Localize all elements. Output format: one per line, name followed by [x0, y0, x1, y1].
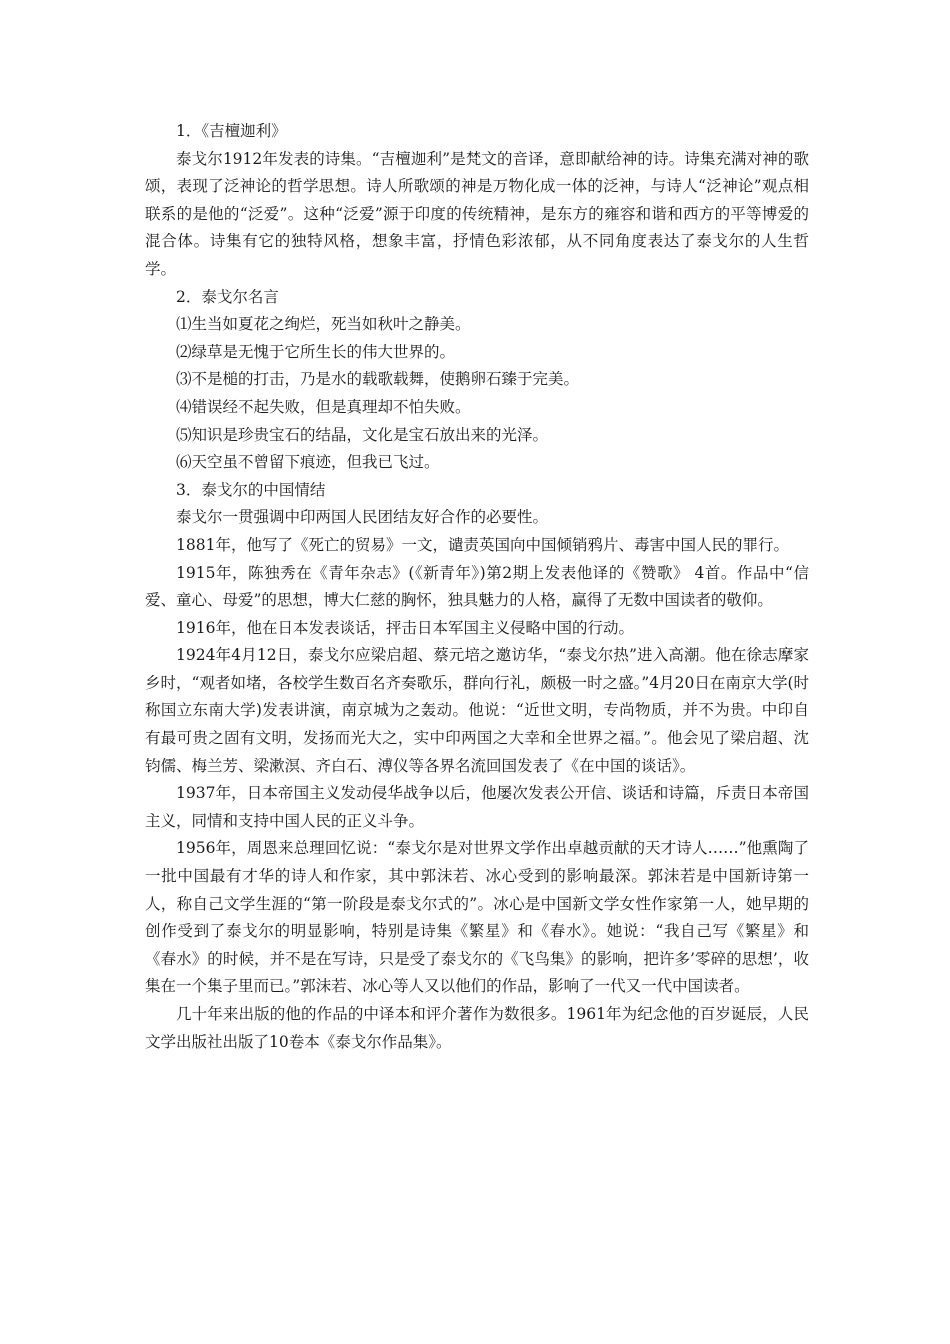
document-page [145, 118, 809, 1056]
paragraph: 1916年，他在日本发表谈话，抨击日本军国主义侵略中国的行动。 [176, 618, 634, 637]
paragraph: 1881年，他写了《死亡的贸易》一文，谴责英国向中国倾销鸦片、毒害中国人民的罪行。 [176, 535, 789, 554]
quote-item: ⑷错误经不起失败，但是真理却不怕失败。 [176, 397, 471, 416]
paragraph: 1924年4月12日，泰戈尔应梁启超、蔡元培之邀访华，“泰戈尔热”进入高潮。他在徐志摩家乡时，“观者如堵，各校学生数百名齐奏歌乐，群向行礼，颇极一时之盛。”4月20日在南京大学(时称国立东南大学)发表讲演，南京城为之轰动。他说：“近世文明，专尚物质，并不为贵。中印自有最可贵之固有文明，发扬而光大之，实中印两国之大幸和全世界之福。”。他会见了梁启超、沈钧儒、梅兰芳、梁漱溟、齐白石、溥仪等各界名流回国发表了《在中国的谈话》。 [145, 646, 809, 775]
paragraph: 泰戈尔1912年发表的诗集。“吉檀迦利”是梵文的音译，意即献给神的诗。诗集充满对神的歌颂，表现了泛神论的哲学思想。诗人所歌颂的神是万物化成一体的泛神，与诗人“泛神论”观点相联系的是他的“泛爱”。这种“泛爱”源于印度的传统精神，是东方的雍容和谐和西方的平等博爱的混合体。诗集有它的独特风格，想象丰富，抒情色彩浓郁，从不同角度表达了泰戈尔的人生哲学。 [145, 149, 809, 278]
paragraph: 1915年，陈独秀在《青年杂志》(《新青年》)第2期上发表他译的《赞歌》 4首。作品中“信爱、童心、母爱”的思想，博大仁慈的胸怀，独具魅力的人格，赢得了无数中国读者的敬仰。 [145, 563, 809, 610]
section-heading: 1．《吉檀迦利》 [176, 122, 287, 140]
quote-item: ⑸知识是珍贵宝石的结晶，文化是宝石放出来的光泽。 [176, 425, 549, 444]
section-heading: 2．泰戈尔名言 [176, 287, 279, 306]
quote-item: ⑴生当如夏花之绚烂，死当如秋叶之静美。 [176, 315, 471, 334]
paragraph: 1956年，周恩来总理回忆说：“泰戈尔是对世界文学作出卓越贡献的天才诗人……”他熏陶了一批中国最有才华的诗人和作家，其中郭沫若、冰心受到的影响最深。郭沫若是中国新诗第一人，称自己文学生涯的“第一阶段是泰戈尔式的”。冰心是中国新文学女性作家第一人，她早期的创作受到了泰戈尔的明显影响，特别是诗集《繁星》和《春水》。她说：“我自己写《繁星》和《春水》的时候，并不是在写诗，只是受了泰戈尔的《飞鸟集》的影响，把许多’零碎的思想’，收集在一个集子里而已。”郭沫若、冰心等人又以他们的作品，影响了一代又一代中国读者。 [145, 839, 809, 996]
paragraph: 几十年来出版的他的作品的中译本和评介著作为数很多。1961年为纪念他的百岁诞辰，人民文学出版社出版了10卷本《泰戈尔作品集》。 [145, 1005, 809, 1051]
section-heading: 3．泰戈尔的中国情结 [176, 480, 326, 499]
quote-item: ⑶不是槌的打击，乃是水的载歌载舞，使鹅卵石臻于完美。 [176, 370, 580, 389]
paragraph: 1937年，日本帝国主义发动侵华战争以后，他屡次发表公开信、谈话和诗篇，斥责日本帝国主义，同情和支持中国人民的正义斗争。 [145, 784, 809, 830]
quote-item: ⑹天空虽不曾留下痕迹，但我已飞过。 [176, 453, 440, 472]
quote-item: ⑵绿草是无愧于它所生长的伟大世界的。 [176, 342, 456, 361]
paragraph: 泰戈尔一贯强调中印两国人民团结友好合作的必要性。 [176, 508, 549, 527]
